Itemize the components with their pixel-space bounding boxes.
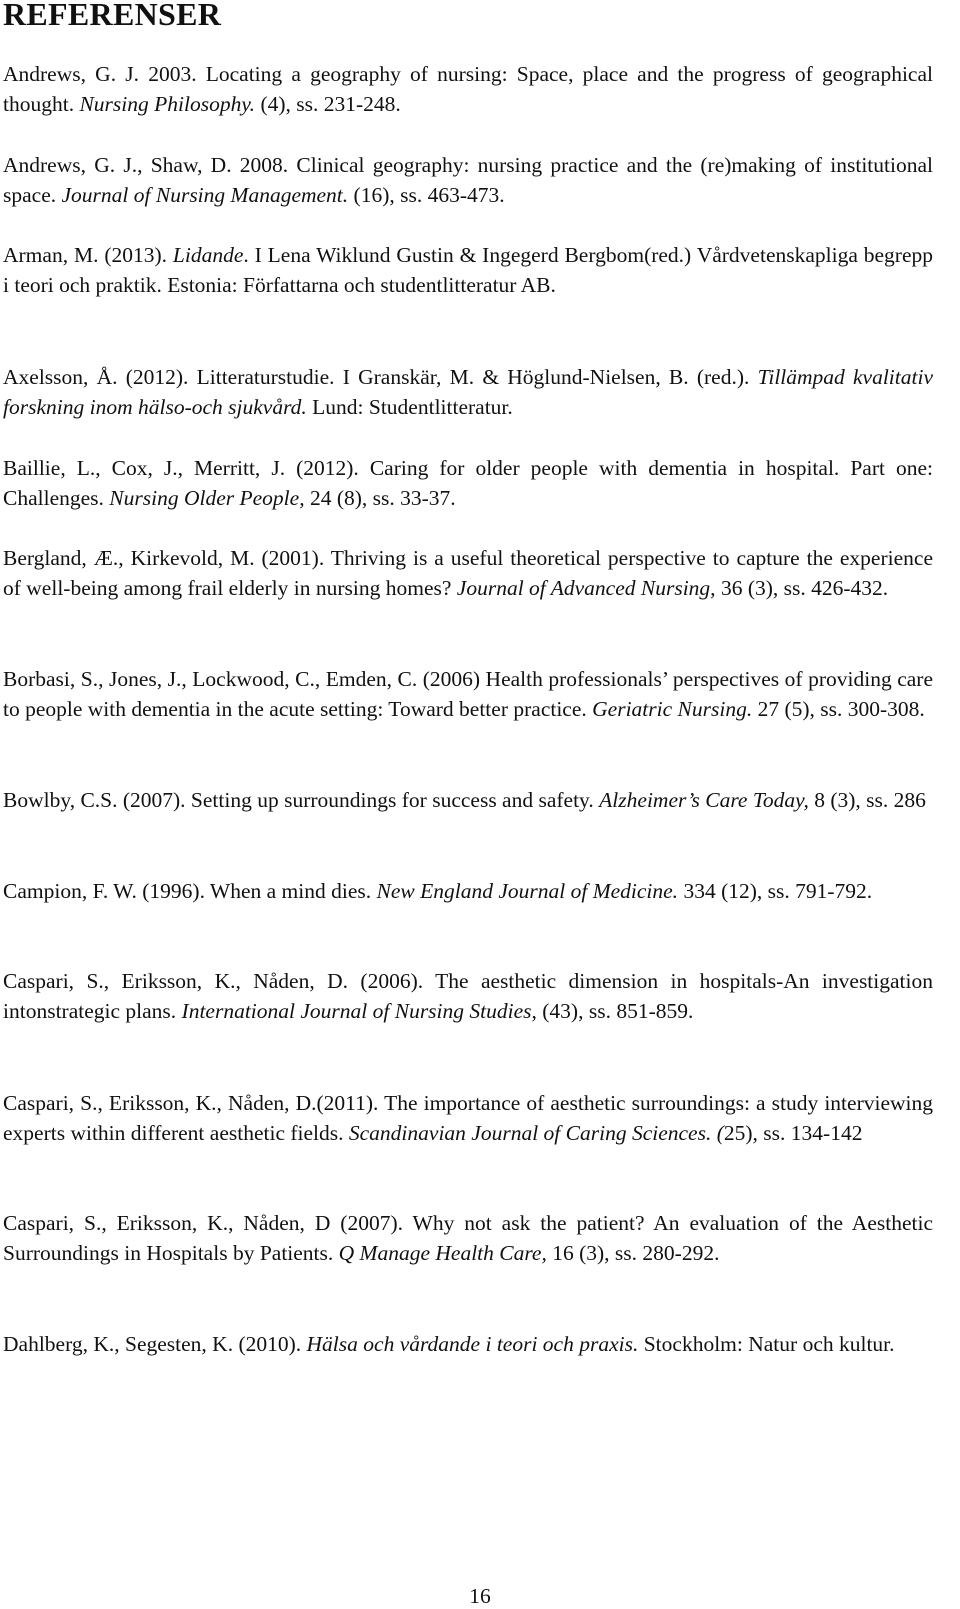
reference-italic-text: Q Manage Health Care, — [338, 1241, 547, 1266]
reference-text: Bergland, Æ., Kirkevold, M. (2001). Thriving is a useful theoretical perspective to capture the experience of well-being among frail elderly in nursing homes? — [3, 546, 933, 601]
reference-caspari-2006 — [3, 966, 933, 1027]
reference-italic-text: Hälsa och vårdande i teori och praxis. — [306, 1332, 639, 1356]
reference-bergland-2001 — [3, 543, 933, 604]
reference-text: 25), ss. 134-142 — [723, 1121, 863, 1146]
reference-italic-text: Lidande — [172, 243, 244, 267]
reference-dahlberg-2010 — [3, 1329, 933, 1359]
reference-andrews-shaw-2008 — [3, 150, 933, 211]
reference-andrews-2003 — [3, 59, 933, 120]
reference-text: 36 (3), ss. 426-432. — [715, 576, 889, 601]
reference-caspari-2007 — [3, 1208, 933, 1269]
reference-text: 24 (8), ss. 33-37. — [304, 486, 456, 511]
reference-baillie-2012 — [3, 453, 933, 514]
page-heading: REFERENSER — [3, 0, 222, 32]
reference-text: Andrews, G. J., Shaw, D. 2008. Clinical geography: nursing practice and the (re)making of institutional space. — [3, 153, 933, 208]
reference-text: , (43), ss. 851-859. — [531, 999, 694, 1024]
reference-text: Bowlby, C.S. (2007). Setting up surroundings for success and safety. — [3, 788, 600, 812]
reference-text: 16 (3), ss. 280-292. — [546, 1241, 720, 1266]
reference-text: Andrews, G. J. 2003. Locating a geography of nursing: Space, place and the progress of geographical thought. — [3, 62, 933, 117]
reference-italic-text: Nursing Philosophy. — [79, 92, 256, 117]
reference-italic-text: Journal of Advanced Nursing, — [456, 576, 716, 601]
reference-italic-text: Scandinavian Journal of Caring Sciences. ( — [348, 1121, 724, 1146]
reference-italic-text: International Journal of Nursing Studies — [181, 999, 532, 1024]
reference-text: Stockholm: Natur och kultur. — [638, 1332, 895, 1356]
reference-text: (16), ss. 463-473. — [348, 183, 505, 208]
reference-text: . I Lena Wiklund Gustin & Ingegerd Bergbom(red.) Vårdvetenskapliga begrepp i teori och praktik. Estonia: Författarna och studentlitteratur AB. — [3, 243, 934, 298]
reference-text: Dahlberg, K., Segesten, K. (2010). — [3, 1332, 307, 1356]
reference-borbasi-2006 — [3, 664, 933, 725]
reference-text: 334 (12), ss. 791-792. — [678, 879, 873, 903]
reference-arman-2013 — [3, 240, 933, 301]
page-number: 16 — [469, 1584, 491, 1608]
reference-text: Arman, M. (2013). — [3, 243, 173, 267]
reference-text: Lund: Studentlitteratur. — [306, 395, 513, 420]
reference-italic-text: New England Journal of Medicine. — [376, 879, 679, 903]
reference-text: Baillie, L., Cox, J., Merritt, J. (2012). Caring for older people with dementia in hospital. Part one: Challenges. — [3, 456, 933, 511]
reference-italic-text: Alzheimer’s Care Today, — [599, 788, 809, 812]
reference-text: Caspari, S., Eriksson, K., Nåden, D (2007). Why not ask the patient? An evaluation of the Aesthetic Surroundings in Hospitals by Patients. — [3, 1211, 933, 1266]
reference-axelsson-2012 — [3, 362, 933, 423]
reference-italic-text: Nursing Older People, — [109, 486, 305, 511]
reference-bowlby-2007 — [3, 785, 933, 815]
reference-italic-text: Geriatric Nursing. — [592, 697, 753, 722]
reference-italic-text: Tillämpad kvalitativ forskning inom hälso-och sjukvård. — [3, 365, 933, 420]
reference-text: 27 (5), ss. 300-308. — [752, 697, 925, 722]
reference-text: Campion, F. W. (1996). When a mind dies. — [3, 879, 377, 903]
reference-text: Caspari, S., Eriksson, K., Nåden, D. (2006). The aesthetic dimension in hospitals-An investigation intonstrategic plans. — [3, 969, 933, 1024]
reference-text: (4), ss. 231-248. — [255, 92, 401, 117]
reference-text: Caspari, S., Eriksson, K., Nåden, D.(2011). The importance of aesthetic surroundings: a study interviewing experts within different aesthetic fields. — [3, 1091, 933, 1146]
reference-text: Borbasi, S., Jones, J., Lockwood, C., Emden, C. (2006) Health professionals’ perspectives of providing care to people with dementia in the acute setting: Toward better practice. — [3, 667, 933, 722]
reference-caspari-2011 — [3, 1088, 933, 1149]
reference-text: Axelsson, Å. (2012). Litteraturstudie. I Granskär, M. & Höglund-Nielsen, B. (red.). — [3, 365, 758, 389]
reference-campion-1996 — [3, 876, 933, 906]
reference-text: 8 (3), ss. 286 — [808, 788, 926, 812]
reference-italic-text: Journal of Nursing Management. — [61, 183, 349, 208]
